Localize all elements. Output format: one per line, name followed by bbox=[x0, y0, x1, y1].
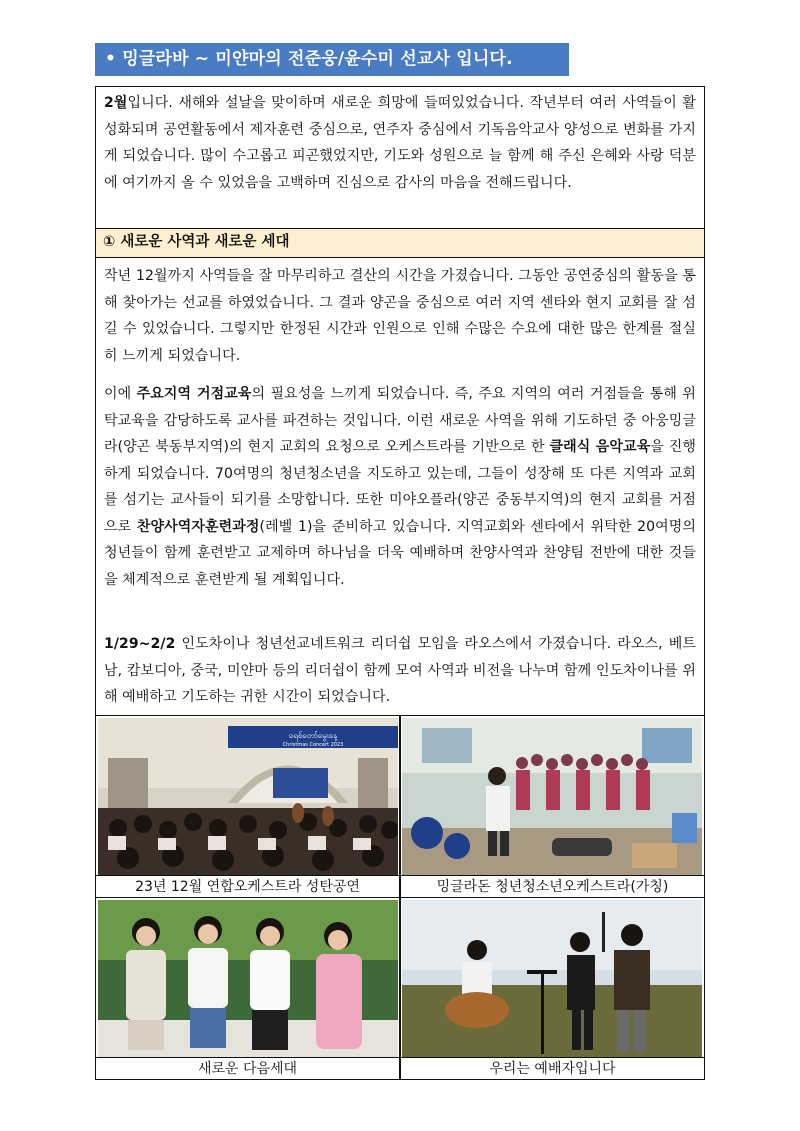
photo-youth-orchestra bbox=[402, 718, 702, 875]
page-header bbox=[95, 43, 569, 76]
paragraph-3 bbox=[98, 631, 702, 711]
p2-text-4: (레벨 1)을 준비하고 있습니다. 지역교회와 센타에서 위탁한 20여명의 청년들이 함께 훈련받고 교제하며 하나님을 더욱 예배하며 찬양사역과 찬양팀 전반에 대한 것들을 체계적으로 훈련받게 될 계획입니다. bbox=[104, 518, 696, 588]
intro-lead: 2월 bbox=[104, 95, 128, 111]
christmas-concert-image bbox=[98, 718, 398, 875]
caption-2: 밍글라돈 청년청소년오케스트라(가칭) bbox=[401, 875, 704, 897]
paragraph-2 bbox=[98, 381, 702, 593]
p3-date: 1/29~2/2 bbox=[104, 636, 176, 652]
photo-grid bbox=[96, 715, 704, 1080]
section-number: ① bbox=[103, 234, 116, 250]
intro-text: 입니다. 새해와 설날을 맞이하며 새로운 희망에 들떠있었습니다. 작년부터 여러 사역들이 활성화되며 공연활동에서 제자훈련 중심으로, 연주자 중심에서 기독음악교사 양성으로 변화를 가지게 되었습니다. 많이 수고롭고 피곤했었지만, 기도와 성원으로 늘 함께 해 주신 은혜와 사랑 덕분에 여기까지 올 수 있었음을 고백하며 진심으로 감사의 마음을 전해드립니다. bbox=[104, 95, 696, 191]
p2-text-1: 이에 bbox=[104, 386, 137, 402]
paragraph-1: 작년 12월까지 사역들을 잘 마무리하고 결산의 시간을 가졌습니다. 그동안 공연중심의 활동을 통해 찾아가는 선교를 하였었습니다. 그 결과 양곤을 중심으로 여러 지역 센타와 현지 교회를 잘 섬길 수 있었습니다. 그렇지만 한정된 시간과 인원으로 인해 수많은 수요에 대한 많은 한계를 절실히 느끼게 되었습니다. bbox=[104, 268, 696, 364]
section-title: 새로운 사역과 새로운 세대 bbox=[120, 234, 290, 250]
section-heading bbox=[96, 228, 704, 258]
next-generation-image bbox=[98, 900, 398, 1057]
photo-christmas-concert bbox=[98, 718, 398, 875]
church-banner-text: ခရစ်တော်မွေးနေ့ bbox=[288, 731, 338, 740]
church-banner-subtext: Christmas Concert 2023 bbox=[282, 742, 344, 748]
intro-paragraph bbox=[98, 90, 702, 196]
p2-text-3: 을 진행하게 되었습니다. 70여명의 청년청소년을 지도하고 있는데, 그들이 성장해 또 다른 지역과 교회를 섬기는 교사들이 되기를 소망합니다. 또한 미야오플라(양곤 중동부지역)의 현지 교회를 거점으로 bbox=[104, 439, 696, 535]
photo-worshippers bbox=[402, 900, 702, 1057]
p2-bold-2: 클래식 음악교육 bbox=[549, 439, 651, 455]
p2-text-2: 의 필요성을 느끼게 되었습니다. 즉, 주요 지역의 여러 거점들을 통해 위탁교육을 감당하도록 교사를 파견하는 것입니다. 이런 새로운 사역을 위해 기도하던 중 아웅밍글라(양곤 북동부지역)의 현지 교회의 요청으로 오케스트라를 기반으로 한 bbox=[104, 386, 696, 455]
youth-orchestra-image bbox=[402, 718, 702, 875]
grid-divider-vertical bbox=[399, 716, 401, 1080]
worshippers-image bbox=[402, 900, 702, 1057]
caption-4: 우리는 예배자입니다 bbox=[401, 1057, 704, 1079]
p3-text: 인도차이나 청년선교네트워크 리더쉽 모임을 라오스에서 가졌습니다. 라오스, 베트남, 캄보디아, 중국, 미얀마 등의 리더쉽이 함께 모여 사역과 비전을 나누며 함께 인도차이나를 위해 예배하고 기도하는 귀한 시간이 되었습니다. bbox=[104, 636, 696, 705]
p2-bold-3: 찬양사역자훈련과정 bbox=[136, 518, 260, 535]
p2-bold-1: 주요지역 거점교육 bbox=[136, 386, 252, 402]
header-title: 밍글라바 ~ 미얀마의 전준웅/윤수미 선교사 입니다. bbox=[122, 49, 513, 69]
photo-next-generation bbox=[98, 900, 398, 1057]
caption-1: 23년 12월 연합오케스트라 성탄공연 bbox=[96, 875, 399, 897]
caption-3: 새로운 다음세대 bbox=[96, 1057, 399, 1079]
header-bullet: • bbox=[105, 49, 117, 69]
